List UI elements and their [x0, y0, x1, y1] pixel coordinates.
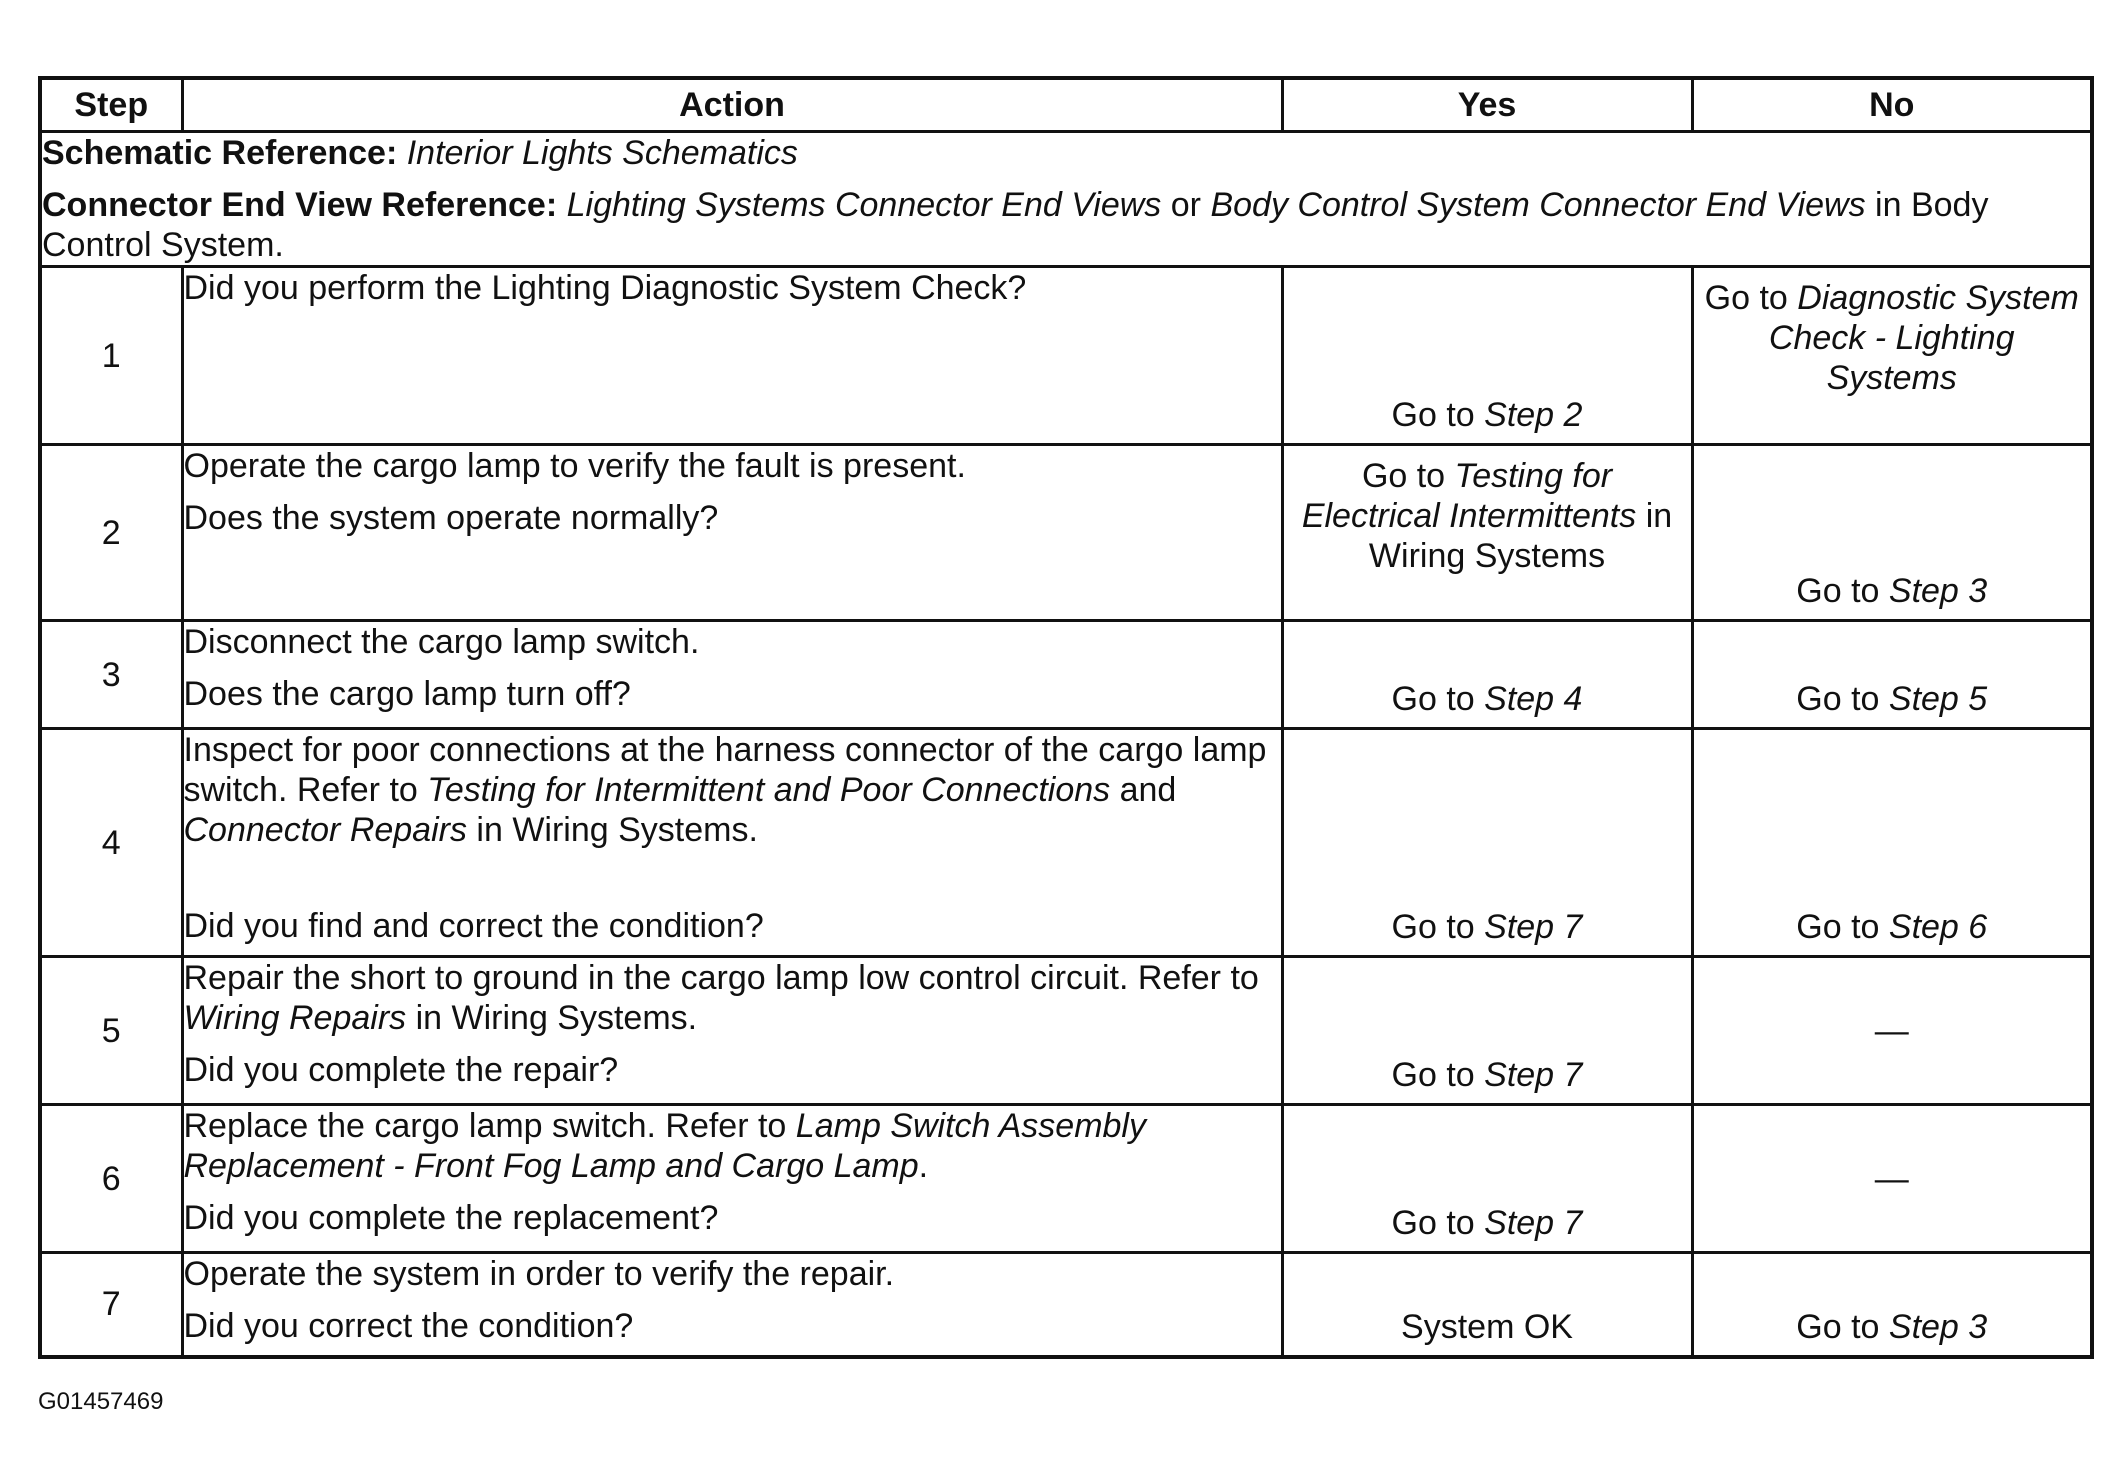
- action-text: Operate the system in order to verify the repair.: [183, 1255, 895, 1293]
- action-text: in Wiring Systems.: [406, 999, 698, 1037]
- yes-result-cell: [1282, 1105, 1692, 1253]
- action-text: Did you complete the replacement?: [183, 1199, 719, 1237]
- no-result-cell: [1692, 445, 2092, 621]
- result-text: Go to: [1361, 457, 1455, 495]
- connector-reference-label: Connector End View Reference:: [42, 186, 558, 224]
- goto-link[interactable]: Step 2: [1484, 396, 1583, 434]
- step-number: 4: [40, 729, 182, 957]
- action-question: [184, 1306, 1281, 1346]
- yes-result-cell: [1282, 729, 1692, 957]
- no-result-cell: [1692, 1253, 2092, 1357]
- yes-result: [1284, 1307, 1691, 1347]
- no-result-cell: [1692, 267, 2092, 445]
- diagnostic-document: [38, 76, 2090, 1359]
- goto-link[interactable]: Step 7: [1484, 1056, 1583, 1094]
- reference-row: [40, 132, 2092, 267]
- action-text: .: [918, 1147, 929, 1185]
- result-text: Go to: [1391, 1056, 1485, 1094]
- action-instruction: [184, 730, 1281, 850]
- action-cell: [182, 621, 1282, 729]
- step-number: 3: [40, 621, 182, 729]
- goto-link[interactable]: Step 5: [1888, 680, 1988, 718]
- connector-reference-suffix: in Body Control System.: [42, 186, 1989, 264]
- no-result-cell: [1692, 729, 2092, 957]
- result-text: —: [1874, 1011, 1909, 1050]
- action-text: Inspect for poor connections at the harness connector of the cargo lamp switch. Refer to: [183, 731, 1267, 809]
- step-number: 7: [40, 1253, 182, 1357]
- yes-result-cell: [1282, 621, 1692, 729]
- yes-result-cell: [1282, 267, 1692, 445]
- header-action: Action: [182, 78, 1282, 132]
- goto-link[interactable]: Step 7: [1484, 1204, 1583, 1242]
- reference-cell: [40, 132, 2092, 267]
- yes-result-cell: [1282, 957, 1692, 1105]
- action-text: Does the cargo lamp turn off?: [183, 675, 631, 713]
- result-text: Go to: [1391, 908, 1485, 946]
- yes-result: [1284, 1203, 1691, 1243]
- action-cell: [182, 1253, 1282, 1357]
- connector-reference-or: or: [1170, 186, 1201, 224]
- action-instruction: [184, 268, 1281, 308]
- table-row: [40, 621, 2092, 729]
- action-text: Did you correct the condition?: [183, 1307, 634, 1345]
- no-result: [1694, 1159, 2091, 1199]
- action-question: [184, 674, 1281, 714]
- no-result: [1694, 907, 2091, 947]
- goto-link[interactable]: Step 4: [1484, 680, 1583, 718]
- action-text: Replace the cargo lamp switch. Refer to: [183, 1107, 796, 1145]
- action-instruction: [184, 622, 1281, 662]
- step-number: 6: [40, 1105, 182, 1253]
- action-text: and: [1110, 771, 1177, 809]
- action-text: Does the system operate normally?: [183, 499, 719, 537]
- action-text: Repair the short to ground in the cargo lamp low control circuit. Refer to: [183, 959, 1259, 997]
- header-step: Step: [40, 78, 182, 132]
- header-yes: Yes: [1282, 78, 1692, 132]
- yes-result-cell: [1282, 1253, 1692, 1357]
- action-text: Did you complete the repair?: [183, 1051, 619, 1089]
- table-row: [40, 445, 2092, 621]
- action-instruction: [184, 1106, 1281, 1186]
- result-text: Go to: [1796, 1307, 1889, 1346]
- connector-reference-link-1[interactable]: Lighting Systems Connector End Views: [566, 186, 1162, 224]
- no-result: [1694, 1307, 2091, 1347]
- graphic-id: G01457469: [38, 1388, 164, 1415]
- no-result: [1694, 679, 2091, 719]
- result-text: Go to: [1796, 680, 1889, 718]
- result-text: Go to: [1391, 396, 1485, 434]
- action-question: [184, 906, 1281, 946]
- result-text: in Wiring Systems: [1368, 497, 1673, 575]
- action-question: [184, 498, 1281, 538]
- action-text: in Wiring Systems.: [466, 811, 758, 849]
- action-question: [184, 1050, 1281, 1090]
- schematic-reference-label: Schematic Reference:: [42, 134, 398, 172]
- yes-result: [1284, 456, 1691, 576]
- no-result: [1694, 571, 2091, 611]
- no-result: [1694, 1011, 2091, 1051]
- table-row: [40, 729, 2092, 957]
- action-cell: [182, 729, 1282, 957]
- action-cell: [182, 267, 1282, 445]
- no-result-cell: [1692, 1105, 2092, 1253]
- action-instruction: [184, 958, 1281, 1038]
- reference-link[interactable]: Lamp Switch Assembly Replacement - Front Fog Lamp and Cargo Lamp: [183, 1107, 1146, 1185]
- action-instruction: [184, 446, 1281, 486]
- table-row: [40, 1253, 2092, 1357]
- no-result-cell: [1692, 957, 2092, 1105]
- action-text: Did you perform the Lighting Diagnostic System Check?: [183, 269, 1027, 307]
- step-number: 1: [40, 267, 182, 445]
- table-row: [40, 957, 2092, 1105]
- yes-result: [1284, 679, 1691, 719]
- result-text: Go to: [1796, 908, 1889, 946]
- no-result-cell: [1692, 621, 2092, 729]
- action-cell: [182, 445, 1282, 621]
- action-instruction: [184, 1254, 1281, 1294]
- step-number: 2: [40, 445, 182, 621]
- yes-result: [1284, 395, 1691, 435]
- action-question: [184, 1198, 1281, 1238]
- result-text: Go to: [1704, 279, 1798, 317]
- result-text: Go to: [1796, 572, 1889, 610]
- reference-link[interactable]: Connector Repairs: [183, 811, 467, 849]
- result-text: System OK: [1401, 1307, 1573, 1346]
- action-text: Did you find and correct the condition?: [183, 907, 764, 945]
- yes-result: [1284, 907, 1691, 947]
- goto-link[interactable]: Step 3: [1888, 572, 1988, 610]
- goto-link[interactable]: Step 7: [1484, 908, 1583, 946]
- no-result: [1694, 278, 2091, 398]
- schematic-reference-link[interactable]: Interior Lights Schematics: [406, 134, 798, 172]
- reference-link[interactable]: Testing for Intermittent and Poor Connections: [427, 771, 1111, 809]
- table-row: [40, 267, 2092, 445]
- action-text: Disconnect the cargo lamp switch.: [183, 623, 700, 661]
- table-row: [40, 1105, 2092, 1253]
- schematic-reference: [42, 133, 2090, 173]
- header-no: No: [1692, 78, 2092, 132]
- result-text: Go to: [1391, 680, 1485, 718]
- diagnostic-table: [38, 76, 2094, 1359]
- action-cell: [182, 1105, 1282, 1253]
- connector-reference-link-2[interactable]: Body Control System Connector End Views: [1210, 186, 1866, 224]
- table-header-row: [40, 78, 2092, 132]
- goto-link[interactable]: Diagnostic System Check - Lighting Systems: [1768, 279, 2079, 397]
- reference-link[interactable]: Wiring Repairs: [183, 999, 407, 1037]
- goto-link[interactable]: Step 3: [1888, 1307, 1988, 1346]
- step-number: 5: [40, 957, 182, 1105]
- goto-link[interactable]: Testing for Electrical Intermittents: [1301, 457, 1637, 535]
- result-text: —: [1874, 1159, 1909, 1198]
- action-cell: [182, 957, 1282, 1105]
- result-text: Go to: [1391, 1204, 1485, 1242]
- yes-result: [1284, 1055, 1691, 1095]
- connector-reference: [42, 185, 2090, 265]
- goto-link[interactable]: Step 6: [1888, 908, 1988, 946]
- yes-result-cell: [1282, 445, 1692, 621]
- action-text: Operate the cargo lamp to verify the fault is present.: [183, 447, 966, 485]
